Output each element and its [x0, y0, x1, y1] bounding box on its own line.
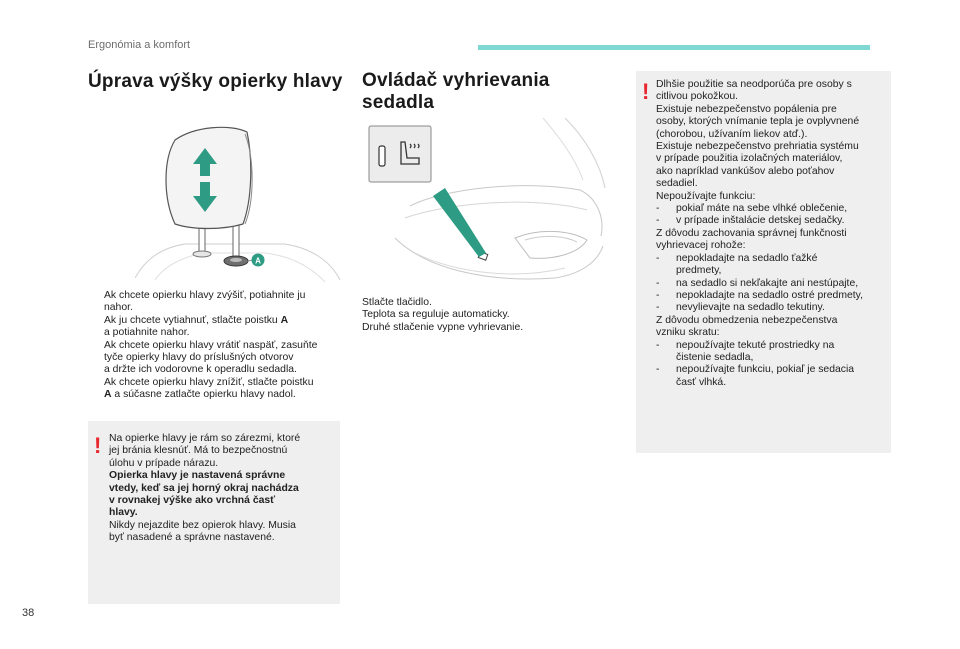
headrest-warning-text: Na opierke hlavy je rám so zárezmi, ktoré jej bránia klesnúť. Má to bezpečnostnú úlohu v prípade nárazu. Opierka hlavy je nastavená správne vtedy, keď sa jej horný okraj nachádza v rovnakej výške ako vrchná časť hlavy. Nikdy nejazdite bez opierok hlavy. Musia byť nasadené a správne nastavené. — [109, 433, 301, 544]
headrest-warning-box — [88, 421, 340, 604]
headrest-illustration — [135, 120, 345, 285]
list-item: - nevylievajte na sedadlo tekutiny. — [656, 302, 825, 314]
list-item: Ak chcete opierku hlavy zvýšiť, potiahnite ju nahor. — [104, 290, 306, 314]
section-header: Ergonómia a komfort — [88, 39, 191, 51]
header-accent-bar — [478, 45, 870, 50]
list-item: - nepokladajte na sedadlo ťažké predmety, — [656, 252, 818, 277]
list-item: - nepokladajte na sedadlo ostré predmety, — [656, 289, 863, 301]
list-item: - nepoužívajte tekuté prostriedky na čistenie sedadla, — [656, 339, 835, 363]
seat-heating-title: Ovládač vyhrievania sedadla — [362, 70, 550, 113]
list-item: Ak chcete opierku hlavy vrátiť naspäť, zasuňte tyče opierky hlavy do príslušných otvorov a držte ich vodorovne k operadlu sedadla. — [104, 339, 318, 376]
callout-a: A — [255, 256, 261, 266]
seat-heating-text: Stlačte tlačidlo. Teplota sa reguluje automaticky. Druhé stlačenie vypne vyhrievanie. — [362, 297, 524, 333]
seat-heating-illustration — [365, 118, 620, 296]
headrest-title: Úprava výšky opierky hlavy — [88, 71, 343, 92]
list-item: Ak ju chcete vytiahnuť, stlačte poistku A a potiahnite nahor. — [104, 314, 289, 339]
list-item: - nepoužívajte funkciu, pokiaľ je sedacia časť vlhká. — [656, 364, 855, 388]
list-item: - pokiaľ máte na sebe vlhké oblečenie, — [656, 203, 848, 215]
list-item: - na sedadlo si nekľakajte ani nestúpajte, — [656, 277, 859, 289]
page-number: 38 — [22, 607, 35, 619]
warning-icon: ! — [642, 79, 650, 104]
list-item: - v prípade inštalácie detskej sedačky. — [656, 215, 845, 227]
warning-icon: ! — [94, 433, 102, 458]
headrest-instructions — [88, 290, 348, 402]
seat-heating-warning-text: Dlhšie použitie sa neodporúča pre osoby s citlivou pokožkou. Existuje nebezpečenstvo popálenia pre osoby, ktorých vnímanie tepla je ovplyvnené (chorobou, užívaním liekov atď.). Existuje nebezpečenstvo prehriatia systému v prípade použitia izolačných materiálov, ako napríklad vankúšov alebo poťahov sedadiel. Nepoužívajte funkciu: - pokiaľ máte na sebe vlhké oblečenie, - v prípade inštalácie detskej sedačky. Z dôvodu zachovania správnej funkčnosti vyhrievacej rohože: - nepokladajte na sedadlo ťažké predmety, - na sedadlo si nekľakajte ani nestúpajte, - nepokladajte na sedadlo ostré predmety, - nevylievajte na sedadlo tekutiny. Z dôvodu obmedzenia nebezpečenstva vzniku skratu: - nepoužívajte tekuté prostriedky na čistenie sedadla, - nepoužívajte funkciu, pokiaľ je sedacia časť vlhká. — [656, 79, 890, 389]
seat-heating-warning-box — [636, 71, 891, 453]
list-item: Ak chcete opierku hlavy znížiť, stlačte poistku A a súčasne zatlačte opierku hlavy nadol. — [104, 376, 314, 401]
